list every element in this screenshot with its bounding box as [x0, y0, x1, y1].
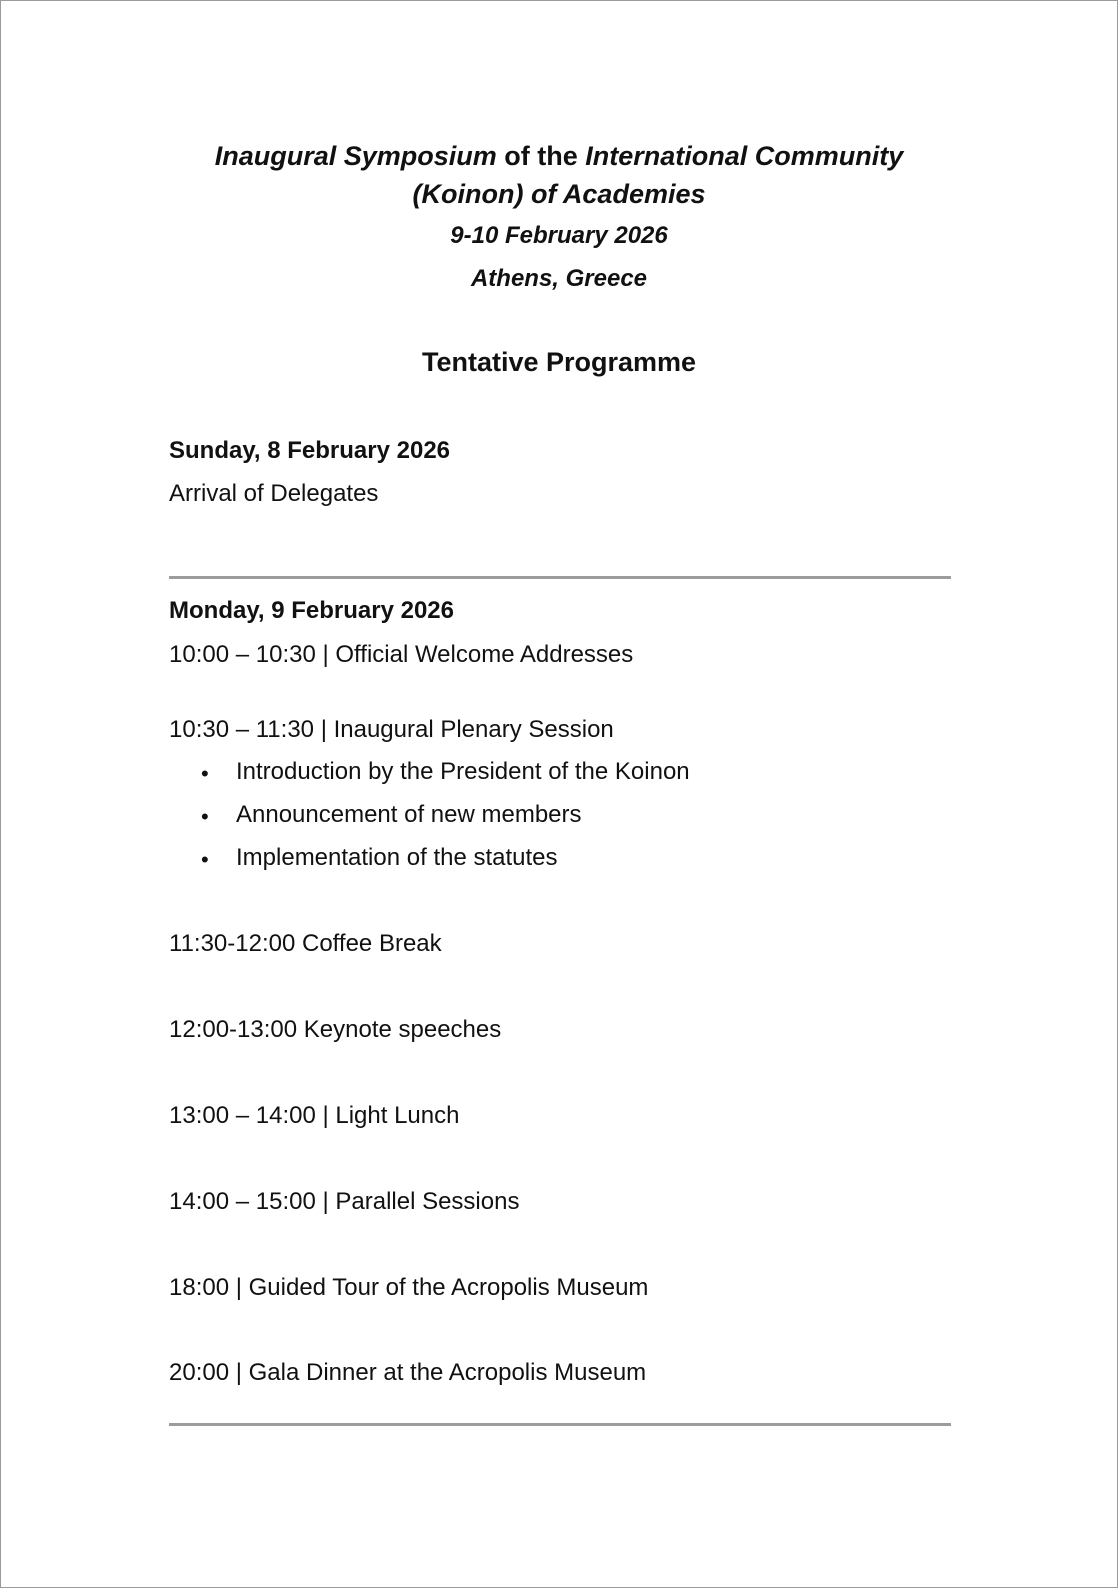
day-heading-monday: Monday, 9 February 2026: [169, 597, 454, 624]
title-part-2: of the: [496, 141, 586, 171]
programme-heading: Tentative Programme: [421, 347, 697, 377]
schedule-item: 10:30 – 11:30 | Inaugural Plenary Session: [169, 716, 614, 743]
title-line-2-text: (Koinon) of Academies: [412, 179, 706, 209]
session-bullet-item: Implementation of the statutes: [236, 844, 558, 871]
schedule-item: 20:00 | Gala Dinner at the Acropolis Museum: [169, 1359, 647, 1386]
day-heading-sunday: Sunday, 8 February 2026: [169, 437, 451, 464]
title-part-3: International Community: [585, 141, 904, 171]
section-divider: [169, 1423, 951, 1426]
schedule-item: 11:30-12:00 Coffee Break: [169, 930, 442, 957]
schedule-item: 10:00 – 10:30 | Official Welcome Addresses: [169, 641, 634, 668]
schedule-item: 14:00 – 15:00 | Parallel Sessions: [169, 1188, 520, 1215]
bullet-icon: •: [201, 761, 209, 786]
title-part-1: Inaugural Symposium: [214, 141, 497, 171]
title-line-1: [1, 137, 1117, 175]
title-line-2: [1, 175, 1117, 213]
session-bullet-item: Announcement of new members: [236, 801, 582, 828]
session-bullet-item: Introduction by the President of the Koinon: [236, 758, 690, 785]
section-divider: [169, 576, 951, 579]
schedule-item: Arrival of Delegates: [169, 480, 379, 507]
schedule-item: 13:00 – 14:00 | Light Lunch: [169, 1102, 460, 1129]
schedule-item: 12:00-13:00 Keynote speeches: [169, 1016, 502, 1043]
bullet-icon: •: [201, 804, 209, 829]
symposium-place: Athens, Greece: [470, 265, 648, 292]
schedule-item: 18:00 | Guided Tour of the Acropolis Museum: [169, 1274, 649, 1301]
bullet-icon: •: [201, 847, 209, 872]
symposium-dates: 9-10 February 2026: [450, 222, 668, 249]
symposium-title: [1, 137, 1117, 213]
